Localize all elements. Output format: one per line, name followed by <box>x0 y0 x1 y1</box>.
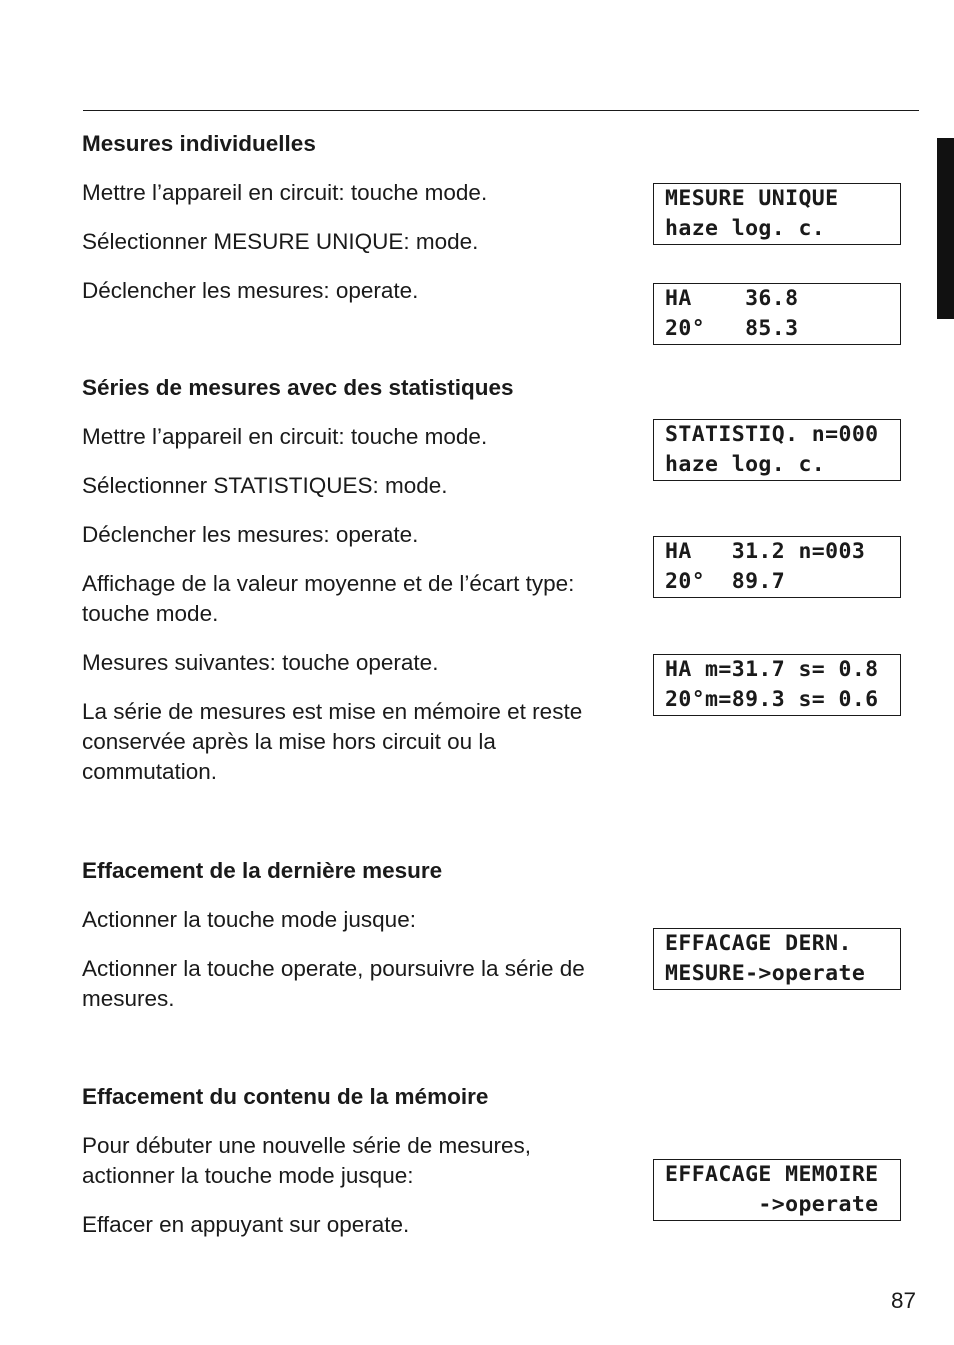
lcd-line-1: EFFACAGE DERN. <box>665 931 852 956</box>
lcd-display-effacage-memoire <box>653 1159 901 1221</box>
instruction-text: Déclencher les mesures: operate. <box>82 522 419 547</box>
lcd-line-1: HA 31.2 n=003 <box>665 539 866 564</box>
lcd-line-2: haze log. c. <box>665 452 826 477</box>
lcd-line-2: 20° 85.3 <box>665 316 799 341</box>
lcd-line-1: STATISTIQ. n=000 <box>665 422 879 447</box>
lcd-display-statistiq <box>653 419 901 481</box>
section-heading-effacement-derniere: Effacement de la dernière mesure <box>82 858 443 883</box>
instruction-text: Actionner la touche operate, poursuivre la série de mesures. <box>82 956 585 1011</box>
instruction-text: Effacer en appuyant sur operate. <box>82 1212 410 1237</box>
lcd-display-single-result <box>653 283 901 345</box>
lcd-display-mesure-unique <box>653 183 901 245</box>
lcd-line-1: HA m=31.7 s= 0.8 <box>665 657 879 682</box>
lcd-line-2: 20°m=89.3 s= 0.6 <box>665 687 879 712</box>
lcd-display-effacage-dern <box>653 928 901 990</box>
lcd-line-2: MESURE->operate <box>665 961 866 986</box>
lcd-line-1: HA 36.8 <box>665 286 799 311</box>
instruction-text: Mettre l’appareil en circuit: touche mode. <box>82 424 488 449</box>
lcd-line-2: 20° 89.7 <box>665 569 786 594</box>
lcd-line-2: haze log. c. <box>665 216 826 241</box>
header-rule <box>83 110 919 111</box>
instruction-text: Sélectionner MESURE UNIQUE: mode. <box>82 229 479 254</box>
lcd-display-series-result <box>653 536 901 598</box>
instruction-text: Actionner la touche mode jusque: <box>82 907 416 932</box>
section-heading-series-statistiques: Séries de mesures avec des statistiques <box>82 375 514 400</box>
lcd-display-mean-deviation <box>653 654 901 716</box>
instruction-text: Mesures suivantes: touche operate. <box>82 650 439 675</box>
page-number: 87 <box>890 1288 916 1313</box>
lcd-line-2: ->operate <box>665 1192 879 1217</box>
section-heading-effacement-memoire: Effacement du contenu de la mémoire <box>82 1084 489 1109</box>
chapter-tab-marker <box>937 138 954 319</box>
instruction-text: Déclencher les mesures: operate. <box>82 278 419 303</box>
instruction-text: Pour débuter une nouvelle série de mesures, actionner la touche mode jusque: <box>82 1133 532 1188</box>
lcd-line-1: MESURE UNIQUE <box>665 186 839 211</box>
instruction-text: Mettre l’appareil en circuit: touche mode. <box>82 180 488 205</box>
lcd-line-1: EFFACAGE MEMOIRE <box>665 1162 879 1187</box>
section-heading-mesures-individuelles: Mesures individuelles <box>82 131 316 156</box>
instruction-text: La série de mesures est mise en mémoire et reste conservée après la mise hors circuit ou la commutation. <box>82 699 583 784</box>
instruction-text: Sélectionner STATISTIQUES: mode. <box>82 473 448 498</box>
instruction-text: Affichage de la valeur moyenne et de l’écart type: touche mode. <box>82 571 575 626</box>
